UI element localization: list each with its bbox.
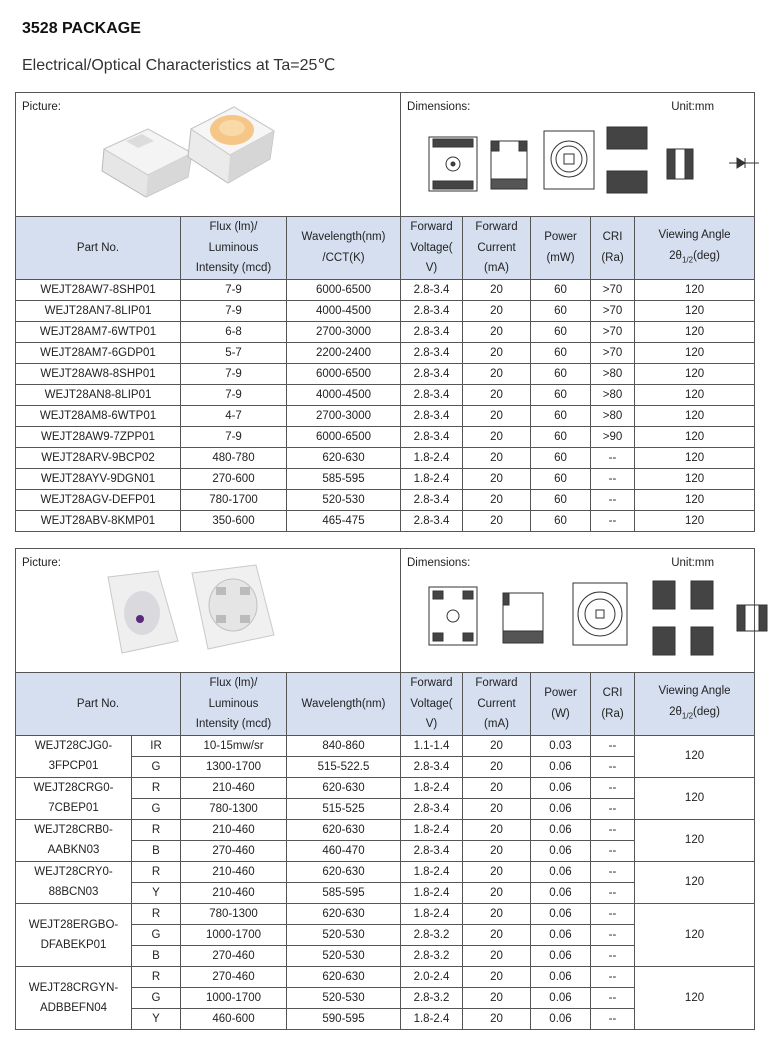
table-row <box>16 903 755 924</box>
cell-flux: 270-460 <box>181 945 287 966</box>
cell-flux: 460-600 <box>181 1008 287 1029</box>
hdr2-power: Power (W) <box>531 673 591 736</box>
cell-forward-voltage: 1.8-2.4 <box>401 882 463 903</box>
cell-flux: 270-600 <box>181 468 287 489</box>
cell-part-no: WEJT28AM7-6GDP01 <box>16 342 181 363</box>
cell-power: 60 <box>531 321 591 342</box>
hdr2-flux: Flux (lm)/ Luminous Intensity (mcd) <box>181 673 287 736</box>
cell-wavelength: 520-530 <box>287 489 401 510</box>
cell-power: 0.06 <box>531 945 591 966</box>
hdr-power: Power (mW) <box>531 217 591 280</box>
cell-forward-voltage: 2.8-3.4 <box>401 510 463 531</box>
cell-forward-current: 20 <box>463 510 531 531</box>
table-row <box>16 489 755 510</box>
cell-forward-voltage: 2.0-2.4 <box>401 966 463 987</box>
cell-wavelength: 520-530 <box>287 987 401 1008</box>
hdr2-wavelength: Wavelength(nm) <box>287 673 401 736</box>
table-row <box>16 342 755 363</box>
cell-power: 0.06 <box>531 756 591 777</box>
cell-forward-voltage: 2.8-3.4 <box>401 279 463 300</box>
cell-viewing-angle: 120 <box>635 903 755 966</box>
cell-flux: 5-7 <box>181 342 287 363</box>
cell-forward-voltage: 1.8-2.4 <box>401 468 463 489</box>
table-row <box>16 384 755 405</box>
cell-part-no: WEJT28CJG0- 3FPCP01 <box>16 735 132 777</box>
cell-forward-voltage: 2.8-3.4 <box>401 840 463 861</box>
cell-forward-voltage: 2.8-3.4 <box>401 384 463 405</box>
cell-forward-current: 20 <box>463 447 531 468</box>
hdr-flux: Flux (lm)/ Luminous Intensity (mcd) <box>181 217 287 280</box>
cell-wavelength: 840-860 <box>287 735 401 756</box>
cell-part-no: WEJT28AGV-DEFP01 <box>16 489 181 510</box>
picture-label-2: Picture: <box>22 557 61 569</box>
cell-flux: 1000-1700 <box>181 987 287 1008</box>
cell-channel: R <box>132 819 181 840</box>
cell-forward-current: 20 <box>463 468 531 489</box>
table2 <box>15 548 755 1030</box>
table-row <box>16 300 755 321</box>
cell-forward-current: 20 <box>463 987 531 1008</box>
cell-forward-current: 20 <box>463 279 531 300</box>
cell-power: 60 <box>531 279 591 300</box>
cell-channel: G <box>132 924 181 945</box>
cell-flux: 210-460 <box>181 777 287 798</box>
cell-cri: -- <box>591 1008 635 1029</box>
cell-channel: G <box>132 798 181 819</box>
cell-power: 60 <box>531 468 591 489</box>
hdr2-part: Part No. <box>16 673 181 736</box>
cell-wavelength: 620-630 <box>287 777 401 798</box>
table-row <box>16 861 755 882</box>
cell-channel: R <box>132 861 181 882</box>
cell-power: 60 <box>531 363 591 384</box>
table-row <box>16 819 755 840</box>
table-row <box>16 510 755 531</box>
cell-forward-current: 20 <box>463 735 531 756</box>
cell-wavelength: 6000-6500 <box>287 279 401 300</box>
cell-cri: >80 <box>591 405 635 426</box>
cell-flux: 270-460 <box>181 966 287 987</box>
cell-wavelength: 4000-4500 <box>287 300 401 321</box>
cell-wavelength: 4000-4500 <box>287 384 401 405</box>
cell-forward-current: 20 <box>463 903 531 924</box>
page-subtitle: Electrical/Optical Characteristics at Ta=25℃ <box>22 57 336 74</box>
dimensions-label: Dimensions: <box>407 101 471 113</box>
cell-viewing-angle: 120 <box>635 384 755 405</box>
cell-part-no: WEJT28CRGYN- ADBBEFN04 <box>16 966 132 1029</box>
cell-cri: -- <box>591 945 635 966</box>
cell-forward-current: 20 <box>463 1008 531 1029</box>
cell-wavelength: 585-595 <box>287 468 401 489</box>
cell-forward-current: 20 <box>463 426 531 447</box>
cell-flux: 7-9 <box>181 363 287 384</box>
cell-cri: -- <box>591 735 635 756</box>
cell-cri: >80 <box>591 384 635 405</box>
picture-cell-2 <box>16 549 401 673</box>
cell-power: 60 <box>531 384 591 405</box>
cell-cri: -- <box>591 468 635 489</box>
picture-cell <box>16 93 401 217</box>
cell-flux: 480-780 <box>181 447 287 468</box>
cell-part-no: WEJT28CRB0- AABKN03 <box>16 819 132 861</box>
cell-flux: 780-1300 <box>181 798 287 819</box>
cell-flux: 1300-1700 <box>181 756 287 777</box>
cell-flux: 210-460 <box>181 882 287 903</box>
cell-forward-voltage: 2.8-3.2 <box>401 924 463 945</box>
cell-channel: B <box>132 840 181 861</box>
cell-part-no: WEJT28AN7-8LIP01 <box>16 300 181 321</box>
hdr-forward-current: Forward Current (mA) <box>463 217 531 280</box>
cell-part-no: WEJT28CRY0- 88BCN03 <box>16 861 132 903</box>
cell-cri: -- <box>591 840 635 861</box>
cell-cri: -- <box>591 447 635 468</box>
cell-channel: IR <box>132 735 181 756</box>
hdr-wavelength: Wavelength(nm) /CCT(K) <box>287 217 401 280</box>
cell-cri: -- <box>591 819 635 840</box>
cell-flux: 6-8 <box>181 321 287 342</box>
table1-block <box>15 92 754 532</box>
cell-cri: >80 <box>591 363 635 384</box>
cell-flux: 7-9 <box>181 279 287 300</box>
cell-part-no: WEJT28AM7-6WTP01 <box>16 321 181 342</box>
cell-forward-current: 20 <box>463 405 531 426</box>
cell-forward-voltage: 1.8-2.4 <box>401 777 463 798</box>
cell-cri: >70 <box>591 279 635 300</box>
table-row <box>16 735 755 756</box>
cell-viewing-angle: 120 <box>635 966 755 1029</box>
cell-forward-voltage: 2.8-3.4 <box>401 798 463 819</box>
cell-flux: 7-9 <box>181 300 287 321</box>
hdr-viewing-angle: Viewing Angle $2\theta_{1/2}(deg)$ <box>635 217 755 280</box>
cell-viewing-angle: 120 <box>635 861 755 903</box>
cell-wavelength: 620-630 <box>287 861 401 882</box>
cell-forward-current: 20 <box>463 840 531 861</box>
cell-flux: 210-460 <box>181 861 287 882</box>
cell-power: 0.06 <box>531 987 591 1008</box>
cell-power: 0.06 <box>531 966 591 987</box>
table2-body <box>16 735 755 1029</box>
hdr2-forward-voltage: Forward Voltage( V) <box>401 673 463 736</box>
cell-power: 60 <box>531 342 591 363</box>
cell-wavelength: 2700-3000 <box>287 321 401 342</box>
cell-viewing-angle: 120 <box>635 321 755 342</box>
unit-label: Unit:mm <box>671 101 715 113</box>
dimension-drawing <box>419 119 769 209</box>
cell-forward-voltage: 1.1-1.4 <box>401 735 463 756</box>
cell-wavelength: 6000-6500 <box>287 426 401 447</box>
table-row <box>16 279 755 300</box>
cell-part-no: WEJT28AM8-6WTP01 <box>16 405 181 426</box>
cell-power: 0.06 <box>531 903 591 924</box>
cell-flux: 7-9 <box>181 426 287 447</box>
cell-power: 0.06 <box>531 777 591 798</box>
cell-power: 60 <box>531 426 591 447</box>
table2-header <box>16 673 755 736</box>
cell-part-no: WEJT28ERGBO- DFABEKP01 <box>16 903 132 966</box>
cell-power: 0.06 <box>531 840 591 861</box>
cell-power: 0.06 <box>531 819 591 840</box>
table-row <box>16 447 755 468</box>
cell-wavelength: 2200-2400 <box>287 342 401 363</box>
cell-wavelength: 460-470 <box>287 840 401 861</box>
cell-forward-voltage: 2.8-3.4 <box>401 405 463 426</box>
cell-viewing-angle: 120 <box>635 489 755 510</box>
cell-forward-current: 20 <box>463 882 531 903</box>
cell-wavelength: 620-630 <box>287 966 401 987</box>
cell-forward-current: 20 <box>463 798 531 819</box>
cell-wavelength: 6000-6500 <box>287 363 401 384</box>
cell-forward-current: 20 <box>463 384 531 405</box>
table-row <box>16 966 755 987</box>
dimensions-cell-2 <box>401 549 755 673</box>
cell-power: 0.06 <box>531 1008 591 1029</box>
cell-forward-voltage: 2.8-3.4 <box>401 300 463 321</box>
cell-forward-current: 20 <box>463 363 531 384</box>
cell-forward-current: 20 <box>463 489 531 510</box>
cell-part-no: WEJT28ARV-9BCP02 <box>16 447 181 468</box>
cell-power: 0.06 <box>531 798 591 819</box>
hdr-part: Part No. <box>16 217 181 280</box>
cell-cri: >70 <box>591 342 635 363</box>
cell-channel: B <box>132 945 181 966</box>
cell-channel: R <box>132 966 181 987</box>
cell-cri: >90 <box>591 426 635 447</box>
cell-cri: -- <box>591 903 635 924</box>
cell-viewing-angle: 120 <box>635 300 755 321</box>
cell-viewing-angle: 120 <box>635 777 755 819</box>
cell-cri: -- <box>591 861 635 882</box>
table-row <box>16 468 755 489</box>
cell-power: 0.03 <box>531 735 591 756</box>
cell-flux: 270-460 <box>181 840 287 861</box>
cell-forward-current: 20 <box>463 819 531 840</box>
cell-forward-voltage: 2.8-3.4 <box>401 342 463 363</box>
cell-cri: -- <box>591 489 635 510</box>
cell-viewing-angle: 120 <box>635 279 755 300</box>
hdr-forward-voltage: Forward Voltage( V) <box>401 217 463 280</box>
cell-power: 60 <box>531 510 591 531</box>
dimension-drawing-2 <box>421 575 769 671</box>
cell-channel: Y <box>132 1008 181 1029</box>
table-row <box>16 426 755 447</box>
cell-forward-current: 20 <box>463 945 531 966</box>
cell-power: 0.06 <box>531 882 591 903</box>
cell-power: 0.06 <box>531 861 591 882</box>
dimensions-label-2: Dimensions: <box>407 557 471 569</box>
cell-flux: 350-600 <box>181 510 287 531</box>
cell-forward-voltage: 2.8-3.4 <box>401 363 463 384</box>
cell-flux: 10-15mw/sr <box>181 735 287 756</box>
table1-body <box>16 279 755 531</box>
cell-wavelength: 620-630 <box>287 447 401 468</box>
cell-cri: >70 <box>591 321 635 342</box>
cell-forward-current: 20 <box>463 966 531 987</box>
cell-forward-voltage: 2.8-3.2 <box>401 945 463 966</box>
hdr2-viewing-angle: Viewing Angle $2\theta_{1/2}(deg)$ <box>635 673 755 736</box>
table-row <box>16 405 755 426</box>
cell-channel: R <box>132 777 181 798</box>
table1-header <box>16 217 755 280</box>
cell-forward-voltage: 1.8-2.4 <box>401 903 463 924</box>
cell-channel: R <box>132 903 181 924</box>
cell-cri: -- <box>591 777 635 798</box>
cell-channel: G <box>132 756 181 777</box>
cell-part-no: WEJT28AW8-8SHP01 <box>16 363 181 384</box>
hdr2-cri: CRI (Ra) <box>591 673 635 736</box>
cell-part-no: WEJT28AW9-7ZPP01 <box>16 426 181 447</box>
cell-part-no: WEJT28ABV-8KMP01 <box>16 510 181 531</box>
cell-wavelength: 515-522.5 <box>287 756 401 777</box>
hdr-cri: CRI (Ra) <box>591 217 635 280</box>
cell-forward-current: 20 <box>463 924 531 945</box>
cell-wavelength: 585-595 <box>287 882 401 903</box>
cell-cri: -- <box>591 510 635 531</box>
cell-channel: Y <box>132 882 181 903</box>
cell-part-no: WEJT28CRG0- 7CBEP01 <box>16 777 132 819</box>
cell-power: 60 <box>531 447 591 468</box>
cell-wavelength: 515-525 <box>287 798 401 819</box>
dimensions-cell <box>401 93 755 217</box>
cell-forward-voltage: 1.8-2.4 <box>401 1008 463 1029</box>
cell-flux: 1000-1700 <box>181 924 287 945</box>
cell-wavelength: 620-630 <box>287 903 401 924</box>
picture-label: Picture: <box>22 101 61 113</box>
hdr2-forward-current: Forward Current (mA) <box>463 673 531 736</box>
cell-wavelength: 620-630 <box>287 819 401 840</box>
cell-forward-current: 20 <box>463 756 531 777</box>
cell-viewing-angle: 120 <box>635 735 755 777</box>
cell-flux: 780-1300 <box>181 903 287 924</box>
cell-forward-voltage: 2.8-3.4 <box>401 489 463 510</box>
cell-cri: -- <box>591 882 635 903</box>
unit-label-2: Unit:mm <box>671 557 715 569</box>
cell-cri: -- <box>591 798 635 819</box>
cell-cri: -- <box>591 966 635 987</box>
cell-forward-voltage: 1.8-2.4 <box>401 861 463 882</box>
table-row <box>16 321 755 342</box>
cell-viewing-angle: 120 <box>635 819 755 861</box>
cell-cri: >70 <box>591 300 635 321</box>
cell-viewing-angle: 120 <box>635 447 755 468</box>
cell-power: 60 <box>531 405 591 426</box>
cell-forward-current: 20 <box>463 300 531 321</box>
cell-cri: -- <box>591 924 635 945</box>
cell-viewing-angle: 120 <box>635 363 755 384</box>
table2-block <box>15 548 754 1030</box>
cell-forward-voltage: 2.8-3.4 <box>401 756 463 777</box>
cell-channel: G <box>132 987 181 1008</box>
cell-wavelength: 2700-3000 <box>287 405 401 426</box>
cell-power: 60 <box>531 300 591 321</box>
cell-power: 60 <box>531 489 591 510</box>
cell-part-no: WEJT28AYV-9DGN01 <box>16 468 181 489</box>
table1 <box>15 92 755 532</box>
cell-wavelength: 520-530 <box>287 924 401 945</box>
cell-flux: 210-460 <box>181 819 287 840</box>
table-row <box>16 777 755 798</box>
cell-forward-voltage: 2.8-3.4 <box>401 426 463 447</box>
cell-cri: -- <box>591 987 635 1008</box>
table-row <box>16 363 755 384</box>
cell-forward-voltage: 1.8-2.4 <box>401 447 463 468</box>
cell-forward-voltage: 2.8-3.2 <box>401 987 463 1008</box>
cell-part-no: WEJT28AN8-8LIP01 <box>16 384 181 405</box>
cell-forward-current: 20 <box>463 342 531 363</box>
cell-cri: -- <box>591 756 635 777</box>
cell-flux: 4-7 <box>181 405 287 426</box>
cell-wavelength: 520-530 <box>287 945 401 966</box>
cell-wavelength: 465-475 <box>287 510 401 531</box>
cell-power: 0.06 <box>531 924 591 945</box>
cell-viewing-angle: 120 <box>635 405 755 426</box>
page-title: 3528 PACKAGE <box>22 20 141 37</box>
cell-flux: 780-1700 <box>181 489 287 510</box>
led-picture <box>96 101 276 201</box>
cell-forward-current: 20 <box>463 861 531 882</box>
cell-forward-voltage: 1.8-2.4 <box>401 819 463 840</box>
cell-viewing-angle: 120 <box>635 426 755 447</box>
cell-forward-current: 20 <box>463 321 531 342</box>
cell-wavelength: 590-595 <box>287 1008 401 1029</box>
cell-viewing-angle: 120 <box>635 342 755 363</box>
cell-viewing-angle: 120 <box>635 468 755 489</box>
rgb-led-picture <box>96 563 276 667</box>
cell-flux: 7-9 <box>181 384 287 405</box>
cell-forward-voltage: 2.8-3.4 <box>401 321 463 342</box>
cell-part-no: WEJT28AW7-8SHP01 <box>16 279 181 300</box>
cell-forward-current: 20 <box>463 777 531 798</box>
cell-viewing-angle: 120 <box>635 510 755 531</box>
